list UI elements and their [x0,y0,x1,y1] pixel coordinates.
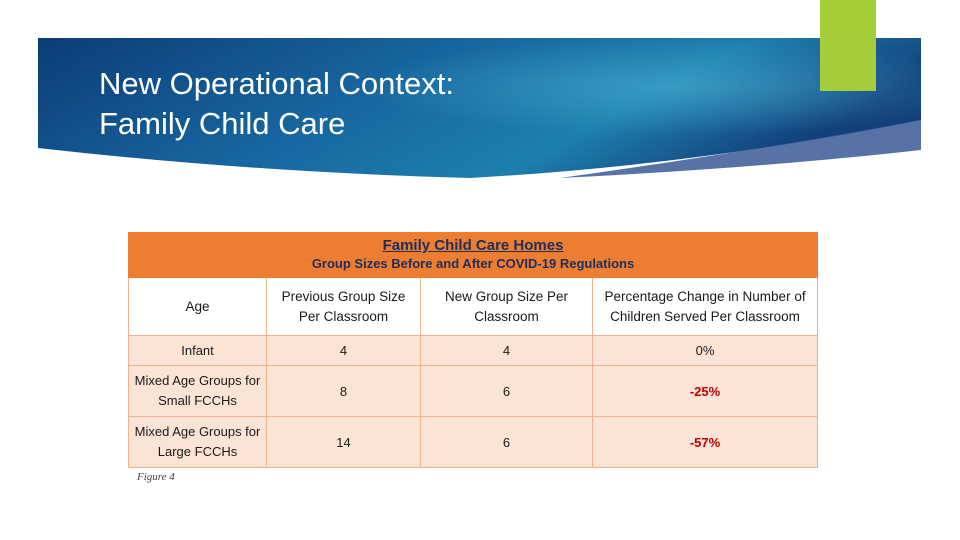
cell-change: -57% [593,417,818,468]
figure-caption: Figure 4 [137,471,175,483]
cell-new: 4 [421,336,593,366]
table-title: Family Child Care Homes [382,237,564,254]
cell-previous: 4 [267,336,421,366]
table-heading [129,233,818,278]
column-header-age: Age [129,278,267,336]
slide-title-line-2: Family Child Care [99,106,346,141]
cell-change: -25% [593,366,818,417]
table-row [129,366,818,417]
cell-previous: 8 [267,366,421,417]
accent-bar [820,0,876,91]
table-row [129,336,818,366]
column-header-change: Percentage Change in Number of Children Served Per Classroom [593,278,818,336]
cell-new: 6 [421,417,593,468]
cell-age: Mixed Age Groups for Small FCCHs [129,366,267,417]
cell-age: Infant [129,336,267,366]
group-size-table [128,232,817,471]
cell-new: 6 [421,366,593,417]
table-row [129,417,818,468]
cell-change: 0% [593,336,818,366]
slide-title-line-1: New Operational Context: [99,66,454,101]
column-header-new: New Group Size Per Classroom [421,278,593,336]
cell-age: Mixed Age Groups for Large FCCHs [129,417,267,468]
cell-previous: 14 [267,417,421,468]
column-header-previous: Previous Group Size Per Classroom [267,278,421,336]
slide-title [99,64,454,144]
table-subtitle: Group Sizes Before and After COVID-19 Regulations [311,256,635,271]
